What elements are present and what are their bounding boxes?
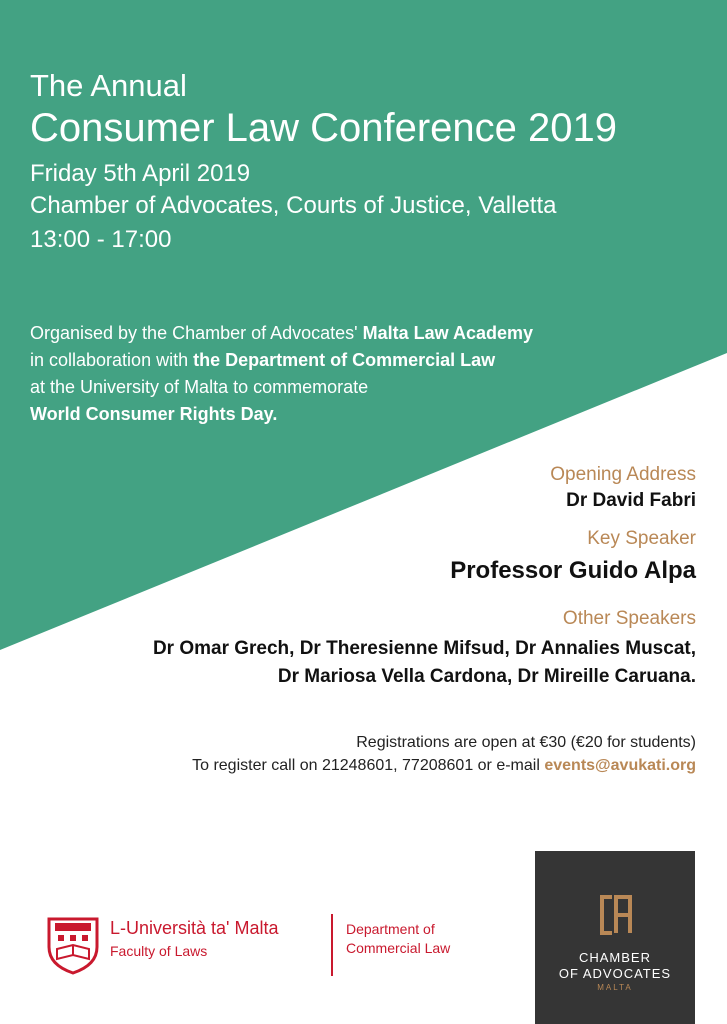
other-speakers-line-1: Dr Omar Grech, Dr Theresienne Mifsud, Dr Annalies Muscat, bbox=[152, 638, 696, 659]
ca-line-1: CHAMBER bbox=[578, 950, 651, 965]
other-speakers-line-2: Dr Mariosa Vella Cardona, Dr Mireille Caruana. bbox=[277, 666, 696, 687]
university-crest-icon bbox=[45, 913, 101, 975]
logo-divider bbox=[331, 914, 333, 976]
other-speakers-label: Other Speakers bbox=[562, 608, 696, 629]
event-venue: Chamber of Advocates, Courts of Justice, Valletta bbox=[30, 192, 557, 219]
organised-line-2: in collaboration with the Department of Commercial Law bbox=[30, 350, 496, 370]
registration-contact: To register call on 21248601, 77208601 or e-mail events@avukati.org bbox=[192, 757, 696, 774]
faculty-name: Faculty of Laws bbox=[110, 943, 208, 959]
key-speaker-name: Professor Guido Alpa bbox=[450, 557, 696, 584]
opening-address-label: Opening Address bbox=[550, 464, 696, 485]
key-speaker-label: Key Speaker bbox=[587, 528, 696, 549]
page-title: Consumer Law Conference 2019 bbox=[30, 106, 618, 150]
organised-line-3: at the University of Malta to commemorate bbox=[30, 377, 369, 397]
organised-line-4: World Consumer Rights Day. bbox=[30, 404, 278, 424]
ca-line-3: MALTA bbox=[597, 983, 633, 992]
opening-address-name: Dr David Fabri bbox=[566, 490, 696, 511]
organised-line-1: Organised by the Chamber of Advocates' Malta Law Academy bbox=[30, 323, 534, 343]
event-date: Friday 5th April 2019 bbox=[30, 160, 251, 187]
event-time: 13:00 - 17:00 bbox=[30, 226, 172, 253]
department-line-1: Department of bbox=[346, 921, 435, 937]
registration-price: Registrations are open at €30 (€20 for students) bbox=[356, 734, 696, 751]
department-line-2: Commercial Law bbox=[346, 940, 451, 956]
registration-email-link[interactable]: events@avukati.org bbox=[544, 757, 696, 774]
chamber-of-advocates-logo bbox=[535, 851, 695, 1024]
title-prefix: The Annual bbox=[30, 68, 187, 103]
ca-monogram-icon bbox=[596, 893, 634, 937]
ca-line-2: OF ADVOCATES bbox=[558, 966, 672, 981]
university-name: L-Università ta' Malta bbox=[110, 918, 279, 938]
